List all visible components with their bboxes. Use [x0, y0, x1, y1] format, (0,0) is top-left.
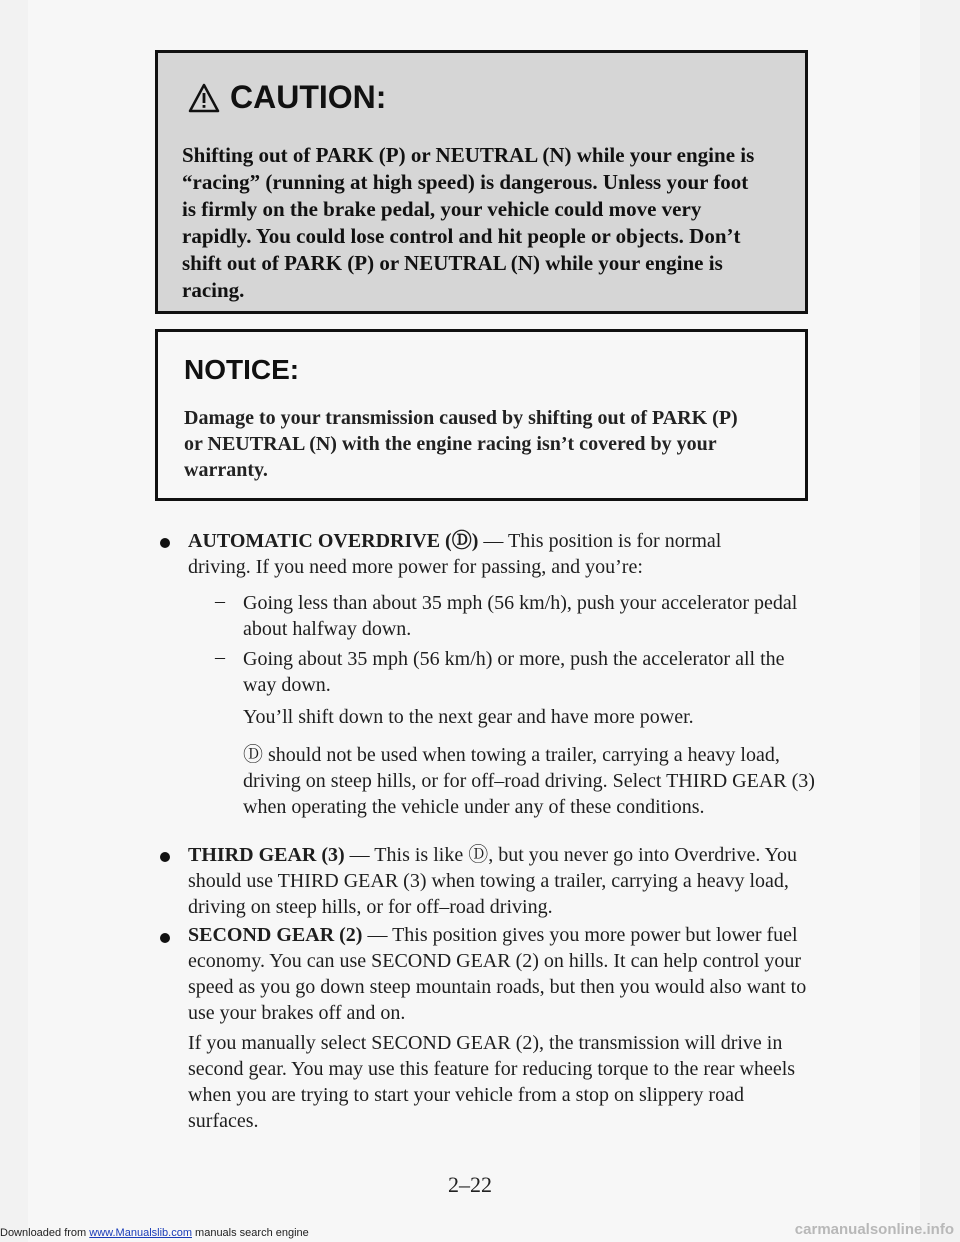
- third-gear-title: THIRD GEAR (3): [188, 844, 345, 866]
- footer-prefix: Downloaded from: [0, 1227, 90, 1239]
- overdrive-note1: You’ll shift down to the next gear and have more power.: [243, 706, 694, 728]
- dash-marker: –: [215, 590, 225, 612]
- second-gear-title: SECOND GEAR (2): [188, 924, 363, 946]
- bullet-dot-icon: [160, 852, 170, 862]
- notice-text: Damage to your transmission caused by shifting out of PARK (P) or NEUTRAL (N) with the engine racing isn’t covered by your warranty.: [184, 407, 738, 481]
- caution-box: [155, 50, 808, 314]
- third-gear-text: — This is like Ⓓ, but you never go into Overdrive. You should use THIRD GEAR (3) when towing a trailer, carrying a heavy load, driving on steep hills, or for off–road driving.: [188, 844, 798, 918]
- notice-heading: NOTICE:: [184, 354, 300, 385]
- caution-heading-text: CAUTION:: [230, 79, 387, 115]
- overdrive-sub1: Going less than about 35 mph (56 km/h), push your accelerator pedal about halfway down.: [243, 592, 798, 640]
- overdrive-note2: Ⓓ should not be used when towing a trailer, carrying a heavy load, driving on steep hills, or for off–road driving. Select THIRD GEAR (3) when operating the vehicle under any of these conditions.: [243, 744, 815, 818]
- overdrive-item: [188, 528, 788, 580]
- footer-suffix: manuals search engine: [191, 1227, 309, 1239]
- caution-heading: [188, 79, 386, 116]
- warning-triangle-icon: [188, 83, 220, 113]
- watermark: carmanualsonline.info: [794, 1221, 954, 1238]
- dash-marker: –: [215, 646, 225, 668]
- page-number: 2–22: [448, 1172, 492, 1197]
- bullet-dot-icon: [160, 933, 170, 943]
- second-gear-note: If you manually select SECOND GEAR (2), the transmission will drive in second gear. You may use this feature for reducing torque to the rear wheels when you are trying to start your vehicle from a stop on slippery road surfaces.: [188, 1032, 796, 1132]
- bullet-dot-icon: [160, 538, 170, 548]
- notice-box: [155, 329, 808, 501]
- overdrive-text: — This position is for normal driving. If you need more power for passing, and you’re:: [188, 530, 722, 578]
- overdrive-title: AUTOMATIC OVERDRIVE (Ⓓ): [188, 530, 479, 552]
- second-gear-item: [188, 922, 814, 1026]
- second-gear-text: — This position gives you more power but lower fuel economy. You can use SECOND GEAR (2) on hills. It can help control your speed as you go down steep mountain roads, but then you would also want to use your brakes off and on.: [188, 924, 807, 1024]
- overdrive-sub2: Going about 35 mph (56 km/h) or more, push the accelerator all the way down.: [243, 648, 785, 696]
- caution-text: Shifting out of PARK (P) or NEUTRAL (N) while your engine is “racing” (running at high speed) is dangerous. Unless your foot is firmly on the brake pedal, your vehicle could move very rapidly. You could lose control and hit people or objects. Don’t shift out of PARK (P) or NEUTRAL (N) while your engine is racing.: [182, 143, 755, 302]
- manualslib-link[interactable]: www.Manualslib.com: [89, 1227, 192, 1239]
- third-gear-item: [188, 842, 810, 920]
